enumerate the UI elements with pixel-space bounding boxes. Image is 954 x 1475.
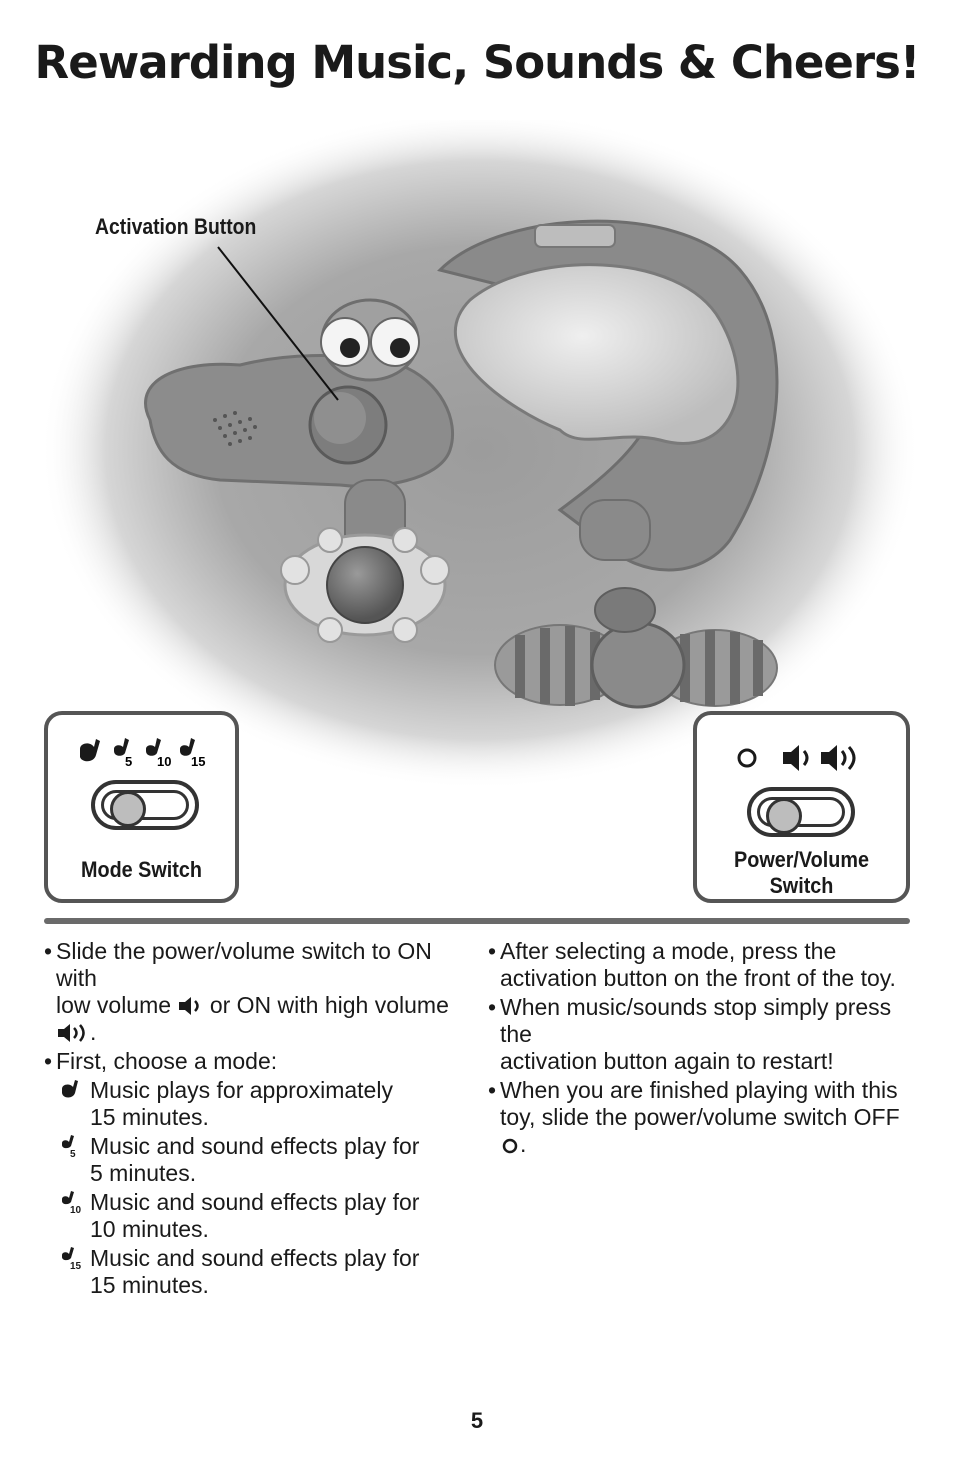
high-volume-icon bbox=[56, 1023, 90, 1043]
mode-switch-label: Mode Switch bbox=[80, 857, 202, 882]
low-volume-icon bbox=[177, 996, 203, 1016]
mode-switch-knob[interactable] bbox=[110, 791, 146, 827]
power-volume-switch[interactable] bbox=[747, 787, 855, 837]
power-volume-panel bbox=[693, 711, 910, 903]
svg-text:10: 10 bbox=[70, 1205, 82, 1214]
power-switch-knob[interactable] bbox=[766, 798, 802, 834]
svg-text:15: 15 bbox=[70, 1261, 82, 1270]
toy-head bbox=[146, 356, 453, 487]
power-volume-label-line2: Switch bbox=[769, 873, 834, 898]
note-5-icon bbox=[60, 1134, 84, 1158]
power-volume-icons bbox=[735, 743, 885, 773]
mode-item-2: 5 Music and sound effects play for 5 minutes. bbox=[44, 1133, 474, 1187]
page-number: 5 bbox=[470, 1408, 484, 1433]
power-volume-label-line1: Power/Volume bbox=[734, 847, 869, 872]
mode-switch[interactable] bbox=[91, 780, 199, 830]
mode-10-label: 10 bbox=[157, 754, 172, 769]
activation-button-callout: Activation Button bbox=[95, 214, 257, 239]
note-15-icon bbox=[60, 1246, 88, 1270]
mode-item-3: 10 Music and sound effects play for 10 minutes. bbox=[44, 1189, 474, 1243]
high-volume-icon bbox=[821, 745, 854, 771]
svg-text:5: 5 bbox=[70, 1149, 76, 1158]
low-volume-icon bbox=[783, 745, 807, 771]
bullet-choose-mode: • First, choose a mode: bbox=[44, 1048, 278, 1074]
bullet-after-selecting: • After selecting a mode, press the activation button on the front of the toy. bbox=[488, 938, 896, 991]
mode-15-label: 15 bbox=[191, 754, 206, 769]
section-divider bbox=[44, 918, 910, 924]
note-icon bbox=[60, 1078, 84, 1100]
bullet-power-on: • Slide the power/volume switch to ON with low volume or ON with high volume . bbox=[44, 938, 449, 1045]
mode-icons bbox=[76, 735, 216, 769]
brand-logo bbox=[535, 225, 615, 247]
instructions-left-column bbox=[44, 938, 474, 1301]
bullet-restart: • When music/sounds stop simply press the activation button again to restart! bbox=[488, 994, 892, 1074]
mode-5-label: 5 bbox=[125, 754, 133, 769]
note-10-icon bbox=[60, 1190, 88, 1214]
mode-item-4: 15 Music and sound effects play for 15 minutes. bbox=[44, 1245, 474, 1299]
off-icon bbox=[739, 750, 755, 766]
instructions-right-column bbox=[488, 938, 918, 1160]
mode-switch-panel bbox=[44, 711, 239, 903]
page-title: Rewarding Music, Sounds & Cheers! bbox=[34, 36, 920, 89]
bullet-switch-off: • When you are finished playing with this toy, slide the power/volume switch OFF . bbox=[488, 1077, 900, 1157]
off-icon bbox=[500, 1137, 520, 1155]
mode-item-1: Music plays for approximately 15 minutes. bbox=[44, 1077, 474, 1131]
